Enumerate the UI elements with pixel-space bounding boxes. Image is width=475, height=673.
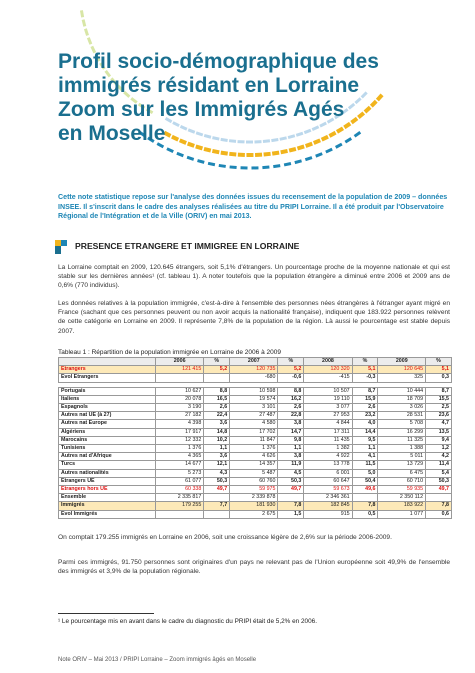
table-cell: 11,9 <box>278 461 304 469</box>
table-header-cell: 2009 <box>378 358 426 366</box>
arc-dash <box>221 151 229 156</box>
arc-dash <box>229 165 236 169</box>
table-cell: 14,8 <box>204 428 230 436</box>
table-cell: 16 299 <box>378 428 426 436</box>
table-row-label: Autres nat UE (à 27) <box>59 412 156 420</box>
arc-dash <box>305 156 313 161</box>
arc-dash <box>197 159 205 164</box>
table-row-label: Turcs <box>59 461 156 469</box>
table-header-cell: % <box>426 358 452 366</box>
table-cell: 16,2 <box>278 395 304 403</box>
table-cell: 181 930 <box>230 502 278 510</box>
table-cell: 1 077 <box>378 510 426 518</box>
table-cell: 59 673 <box>304 486 352 494</box>
table-cell: 10 444 <box>378 387 426 395</box>
arc-dash <box>272 151 280 156</box>
table-cell: 11 325 <box>378 436 426 444</box>
section-bullet-icon <box>55 240 67 254</box>
table-row-label: Autres nat d'Afrique <box>59 453 156 461</box>
table-cell: 2 335 817 <box>156 494 204 502</box>
table-cell: 179 255 <box>156 502 204 510</box>
table-row <box>59 420 452 428</box>
table-cell: 19 574 <box>230 395 278 403</box>
table-cell: -0,6 <box>278 374 304 382</box>
table-cell: 8,7 <box>352 387 378 395</box>
arc-dash <box>246 153 253 157</box>
table-row-label: Marocains <box>59 436 156 444</box>
table-caption: Tableau 1 : Répartition de la population immigrée en Lorraine de 2006 à 2009 <box>58 349 281 356</box>
arc-dash <box>208 162 215 166</box>
table-row-label: Evol Immigrés <box>59 510 156 518</box>
table-cell: 5,2 <box>204 366 230 374</box>
table-cell: 15,9 <box>352 395 378 403</box>
table-cell: 2,6 <box>204 404 230 412</box>
table-cell: 3 190 <box>156 404 204 412</box>
table-row <box>59 412 452 420</box>
table-cell: 22,8 <box>278 412 304 420</box>
table-cell: 50,3 <box>204 477 230 485</box>
table-cell: 49,7 <box>204 486 230 494</box>
table-cell: 27 953 <box>304 412 352 420</box>
arc-dash <box>219 164 226 168</box>
table-row <box>59 387 452 395</box>
table-row-label: Etrangers hors UE <box>59 486 156 494</box>
table-cell: 4,5 <box>278 469 304 477</box>
table-cell: 17 702 <box>230 428 278 436</box>
table-cell: 5 011 <box>378 453 426 461</box>
table-row <box>59 486 452 494</box>
arc-dash <box>176 152 184 157</box>
arc-dash <box>166 147 174 153</box>
table-cell: 49,7 <box>278 486 304 494</box>
table-cell: 5,1 <box>352 366 378 374</box>
table-cell: 325 <box>378 374 426 382</box>
table-header-row <box>59 358 452 366</box>
table-cell: -415 <box>304 374 352 382</box>
table-cell: 59 975 <box>230 486 278 494</box>
title-line-1: Profil socio-démographique des <box>58 50 379 73</box>
table-cell <box>156 510 204 518</box>
table-cell: 9,8 <box>278 436 304 444</box>
intro-text: Cette note statistique repose sur l'analyse des données issues du recensement de la population de 2009 – données INSEE. Il s'inscrit dans le cadre des analyses réalisées au titre du PRIPI Lorraine. Il a été produit par l'Observatoire Régional de l'Intégration et de la Ville (ORIV) en mai 2013. <box>58 193 448 221</box>
table-cell: 1 376 <box>156 445 204 453</box>
table-cell: 14 357 <box>230 461 278 469</box>
table-cell: 6 001 <box>304 469 352 477</box>
arc-dash <box>204 147 212 153</box>
arc-dash <box>273 164 280 168</box>
table-cell: 7,8 <box>278 502 304 510</box>
table-cell: 13,5 <box>426 428 452 436</box>
table-cell: 59 935 <box>378 486 426 494</box>
table-cell: 5 273 <box>156 469 204 477</box>
table-cell: 3 077 <box>304 404 352 412</box>
table-cell: 3,6 <box>204 420 230 428</box>
table-row-label: Immigrés <box>59 502 156 510</box>
table-cell: 18 709 <box>378 395 426 403</box>
arc-dash <box>229 152 236 157</box>
table-cell: 5,1 <box>426 366 452 374</box>
arc-dash <box>255 153 262 157</box>
arc-dash <box>80 10 84 17</box>
table-cell: 1,1 <box>278 445 304 453</box>
arc-dash <box>284 162 291 166</box>
table-cell: 4 580 <box>230 420 278 428</box>
paragraph-1: La Lorraine comptait en 2009, 120.645 étrangers, soit 5,1% d'étrangers. Un pourcentage proche de la moyenne nationale et qui est stable sur les dernières années¹ (cf. tableau 1). A noter toutefois que la population étrangère a diminué entre 2006 et 2009 ans de 0,6% (770 individus). <box>58 264 450 290</box>
table-cell: 4 844 <box>304 420 352 428</box>
table-cell <box>204 374 230 382</box>
table-cell: 5,4 <box>426 469 452 477</box>
table-cell: 2,6 <box>278 404 304 412</box>
table-cell: 60 710 <box>378 477 426 485</box>
table-cell: 10,2 <box>204 436 230 444</box>
section-header <box>55 238 455 258</box>
page-title <box>58 50 458 146</box>
table-cell: 10 598 <box>230 387 278 395</box>
table-cell: 5,2 <box>278 366 304 374</box>
table-row-label: Algériens <box>59 428 156 436</box>
table-cell <box>156 374 204 382</box>
table-cell: 4 365 <box>156 453 204 461</box>
table-cell: 120 645 <box>378 366 426 374</box>
table-cell: 4,3 <box>204 469 230 477</box>
population-table <box>58 357 452 519</box>
table-cell: 14 677 <box>156 461 204 469</box>
table-cell <box>426 494 452 502</box>
table-row-label: Espagnols <box>59 404 156 412</box>
table-cell: 0,5 <box>352 510 378 518</box>
footnote: ¹ Le pourcentage mis en avant dans le cadre du diagnostic du PRIPI était de 5,2% en 2006. <box>58 618 317 625</box>
table-cell: 4 922 <box>304 453 352 461</box>
table-cell: 50,3 <box>278 477 304 485</box>
table-cell: 915 <box>304 510 352 518</box>
table-row-label: Evol Etrangers <box>59 374 156 382</box>
table-row <box>59 453 452 461</box>
table-cell: 4 626 <box>230 453 278 461</box>
table-cell: 60 338 <box>156 486 204 494</box>
table-cell: 19 110 <box>304 395 352 403</box>
table-row-label: Etrangers UE <box>59 477 156 485</box>
arc-dash <box>82 19 87 27</box>
table-cell: 27 487 <box>230 412 278 420</box>
title-line-4: en Moselle <box>58 122 166 145</box>
arc-dash <box>212 149 220 154</box>
table-cell: 14,4 <box>352 428 378 436</box>
arc-dash <box>315 152 323 157</box>
table-cell: 2 675 <box>230 510 278 518</box>
table-cell: 49,6 <box>352 486 378 494</box>
table-cell: 11,5 <box>352 461 378 469</box>
arc-dash <box>251 166 258 169</box>
table-cell: 7,7 <box>204 502 230 510</box>
arc-dash <box>262 166 269 170</box>
table-cell: 1 382 <box>304 445 352 453</box>
table-row <box>59 502 452 510</box>
table-cell: 8,7 <box>426 387 452 395</box>
table-row-label: Etrangers <box>59 366 156 374</box>
table-cell: 2,5 <box>426 404 452 412</box>
table-cell: 183 922 <box>378 502 426 510</box>
table-row-label: Autres nationalités <box>59 469 156 477</box>
table-cell: 13 778 <box>304 461 352 469</box>
table-row <box>59 374 452 382</box>
table-row <box>59 395 452 403</box>
table-cell: 10 507 <box>304 387 352 395</box>
table-cell: 120 320 <box>304 366 352 374</box>
table-cell: 3 026 <box>378 404 426 412</box>
arc-dash <box>238 153 245 157</box>
table-header-cell <box>59 358 156 366</box>
table-cell: 9,4 <box>426 436 452 444</box>
table-cell: 1 376 <box>230 445 278 453</box>
table-cell: 4,1 <box>352 453 378 461</box>
table-row <box>59 428 452 436</box>
table-cell: 182 845 <box>304 502 352 510</box>
table-cell: 23,6 <box>426 412 452 420</box>
arc-dash <box>240 166 247 169</box>
table-cell: 5,0 <box>352 469 378 477</box>
table-cell: -680 <box>230 374 278 382</box>
table-cell <box>352 494 378 502</box>
table-cell: 1,1 <box>352 445 378 453</box>
table-row-label: Portugais <box>59 387 156 395</box>
table-cell: 2,6 <box>352 404 378 412</box>
table-row <box>59 404 452 412</box>
footnote-rule <box>58 613 154 614</box>
table-cell: 8,8 <box>278 387 304 395</box>
table-row <box>59 469 452 477</box>
table-cell: -0,3 <box>352 374 378 382</box>
arc-dash <box>289 147 297 153</box>
table-cell <box>204 494 230 502</box>
table-header-cell: 2007 <box>230 358 278 366</box>
section-heading: PRESENCE ETRANGERE ET IMMIGREE EN LORRAINE <box>75 241 300 251</box>
paragraph-3: On comptait 179.255 immigrés en Lorraine en 2006, soit une croissance légère de 2,6% sur la période 2006-2009. <box>58 534 392 541</box>
table-cell: 22,4 <box>204 412 230 420</box>
table-cell: 10 627 <box>156 387 204 395</box>
table-cell: 5 487 <box>230 469 278 477</box>
table-row-label: Autres nat Europe <box>59 420 156 428</box>
title-line-3: Zoom sur les Immigrés Agés <box>58 98 345 121</box>
table-cell: 4 398 <box>156 420 204 428</box>
arc-dash <box>280 149 288 154</box>
table-cell: 27 182 <box>156 412 204 420</box>
table-cell: 49,7 <box>426 486 452 494</box>
table-row <box>59 436 452 444</box>
table-cell: 60 647 <box>304 477 352 485</box>
table-cell: 4,0 <box>352 420 378 428</box>
table-cell: 9,5 <box>352 436 378 444</box>
table-row <box>59 494 452 502</box>
table-cell: 4,7 <box>426 420 452 428</box>
table-cell: 5 708 <box>378 420 426 428</box>
table-header-cell: 2006 <box>156 358 204 366</box>
table-cell: 1,5 <box>278 510 304 518</box>
table-cell: 3,8 <box>278 420 304 428</box>
table-cell: 12,1 <box>204 461 230 469</box>
table-row <box>59 510 452 518</box>
table-cell: 1 388 <box>378 445 426 453</box>
table-cell: 3,6 <box>204 453 230 461</box>
table-row <box>59 461 452 469</box>
table-cell: 13 729 <box>378 461 426 469</box>
table-header-cell: % <box>278 358 304 366</box>
table-cell: 15,5 <box>426 395 452 403</box>
table-cell: 2 346 361 <box>304 494 352 502</box>
table-cell: 120 735 <box>230 366 278 374</box>
table-cell: 0,6 <box>426 510 452 518</box>
table-cell: 6 475 <box>378 469 426 477</box>
table-cell: 61 077 <box>156 477 204 485</box>
table-cell: 1,1 <box>204 445 230 453</box>
arc-dash <box>187 156 195 161</box>
table-cell: 1,2 <box>426 445 452 453</box>
table-cell: 7,8 <box>352 502 378 510</box>
table-cell: 17 311 <box>304 428 352 436</box>
table-cell: 8,8 <box>204 387 230 395</box>
table-cell: 11 847 <box>230 436 278 444</box>
table-header-cell: % <box>352 358 378 366</box>
table-cell: 16,5 <box>204 395 230 403</box>
table-cell: 23,2 <box>352 412 378 420</box>
table-cell: 121 415 <box>156 366 204 374</box>
table-header-cell: 2008 <box>304 358 352 366</box>
table-cell: 28 531 <box>378 412 426 420</box>
table-cell: 50,4 <box>352 477 378 485</box>
table-cell: 50,3 <box>426 477 452 485</box>
paragraph-2: Les données relatives à la population immigrée, c'est-à-dire à l'ensemble des personnes nées étrangères à l'étranger ayant migré en France (sachant que ces personnes peuvent ou non avoir acquis la nationalité française), indiquent que 183.922 personnes relèvent de cette catégorie en Lorraine en 2009. Il représente 7,8% de la population de la région. Là aussi le pourcentage est stable depuis 2007. <box>58 300 450 335</box>
table-cell: 4,2 <box>426 453 452 461</box>
table-row-label: Ensemble <box>59 494 156 502</box>
table-row-label: Tunisiens <box>59 445 156 453</box>
table-cell: 60 760 <box>230 477 278 485</box>
arc-dash <box>294 159 302 164</box>
table-cell: 0,3 <box>426 374 452 382</box>
table-cell: 17 917 <box>156 428 204 436</box>
table-cell: 3,8 <box>278 453 304 461</box>
table-cell: 20 078 <box>156 395 204 403</box>
table-row <box>59 366 452 374</box>
table-cell <box>204 510 230 518</box>
table-cell: 2 350 112 <box>378 494 426 502</box>
table-row <box>59 477 452 485</box>
paragraph-4: Parmi ces immigrés, 91.750 personnes sont originaires d'un pays ne relevant pas de l'Union européenne soit 49,9% de l'ensemble des immigrés et 3,9% de la population régionale. <box>58 559 450 576</box>
table-cell: 11,4 <box>426 461 452 469</box>
table-row <box>59 445 452 453</box>
table-header-cell: % <box>204 358 230 366</box>
table-cell: 2 339 878 <box>230 494 278 502</box>
table-row-label: Italiens <box>59 395 156 403</box>
title-line-2: immigrés résidant en Lorraine <box>58 74 360 97</box>
table-cell: 11 435 <box>304 436 352 444</box>
table-cell: 12 332 <box>156 436 204 444</box>
arc-dash <box>325 148 333 154</box>
table-cell: 3 101 <box>230 404 278 412</box>
page-footer: Note ORIV – Mai 2013 / PRIPI Lorraine – Zoom immigrés âgés en Moselle <box>58 657 257 663</box>
table-cell: 14,7 <box>278 428 304 436</box>
table-cell: 7,8 <box>426 502 452 510</box>
table-cell <box>278 494 304 502</box>
arc-dash <box>87 37 92 45</box>
arc-dash <box>84 28 89 36</box>
arc-dash <box>263 152 270 157</box>
